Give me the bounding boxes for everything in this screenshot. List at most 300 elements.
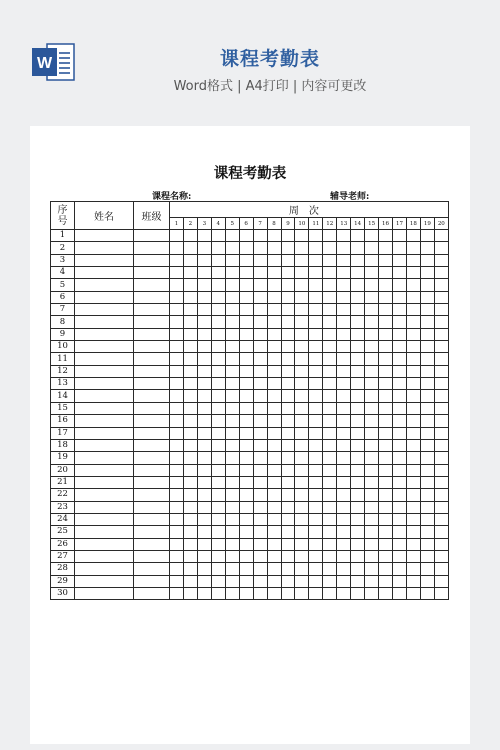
attendance-cell — [183, 254, 197, 266]
attendance-cell — [225, 267, 239, 279]
attendance-cell — [434, 489, 448, 501]
attendance-cell — [337, 267, 351, 279]
header-week: 周次 — [170, 202, 449, 218]
attendance-cell — [197, 452, 211, 464]
row-number-cell: 5 — [51, 279, 75, 291]
attendance-cell — [170, 365, 184, 377]
attendance-cell — [337, 427, 351, 439]
attendance-cell — [393, 415, 407, 427]
attendance-cell — [406, 279, 420, 291]
table-row — [51, 513, 449, 525]
attendance-cell — [281, 402, 295, 414]
attendance-cell — [253, 538, 267, 550]
attendance-cell — [309, 353, 323, 365]
attendance-cell — [225, 365, 239, 377]
attendance-cell — [420, 513, 434, 525]
week-number-cell: 1 — [170, 218, 184, 230]
name-cell — [75, 526, 134, 538]
attendance-cell — [393, 242, 407, 254]
attendance-cell — [267, 304, 281, 316]
attendance-cell — [211, 526, 225, 538]
attendance-cell — [323, 452, 337, 464]
attendance-cell — [281, 464, 295, 476]
attendance-cell — [351, 538, 365, 550]
attendance-cell — [420, 587, 434, 599]
attendance-cell — [225, 341, 239, 353]
attendance-cell — [337, 452, 351, 464]
attendance-cell — [295, 279, 309, 291]
attendance-cell — [351, 279, 365, 291]
attendance-cell — [337, 304, 351, 316]
table-row — [51, 402, 449, 414]
attendance-cell — [393, 230, 407, 242]
attendance-cell — [406, 242, 420, 254]
attendance-cell — [406, 316, 420, 328]
attendance-cell — [323, 526, 337, 538]
attendance-cell — [225, 476, 239, 488]
class-cell — [134, 291, 170, 303]
attendance-cell — [309, 538, 323, 550]
attendance-cell — [309, 575, 323, 587]
attendance-cell — [170, 587, 184, 599]
attendance-cell — [225, 501, 239, 513]
attendance-cell — [337, 464, 351, 476]
week-number-cell: 13 — [337, 218, 351, 230]
attendance-cell — [267, 501, 281, 513]
attendance-cell — [420, 563, 434, 575]
attendance-cell — [393, 328, 407, 340]
attendance-cell — [281, 563, 295, 575]
attendance-cell — [365, 242, 379, 254]
attendance-cell — [281, 501, 295, 513]
attendance-cell — [211, 267, 225, 279]
page-subtitle: Word格式 | A4打印 | 内容可更改 — [173, 79, 367, 94]
attendance-cell — [253, 304, 267, 316]
attendance-cell — [253, 563, 267, 575]
attendance-cell — [309, 439, 323, 451]
attendance-cell — [295, 575, 309, 587]
week-number-cell: 5 — [225, 218, 239, 230]
attendance-cell — [295, 365, 309, 377]
attendance-cell — [365, 575, 379, 587]
attendance-cell — [434, 415, 448, 427]
attendance-cell — [406, 341, 420, 353]
header-name: 姓名 — [75, 202, 134, 230]
attendance-cell — [281, 291, 295, 303]
attendance-cell — [365, 476, 379, 488]
attendance-cell — [434, 587, 448, 599]
attendance-cell — [211, 378, 225, 390]
attendance-cell — [309, 427, 323, 439]
attendance-cell — [406, 452, 420, 464]
attendance-cell — [239, 476, 253, 488]
attendance-cell — [323, 464, 337, 476]
attendance-cell — [337, 291, 351, 303]
table-row — [51, 452, 449, 464]
attendance-cell — [267, 489, 281, 501]
class-cell — [134, 267, 170, 279]
attendance-cell — [239, 316, 253, 328]
table-row — [51, 279, 449, 291]
svg-text:W: W — [36, 55, 53, 72]
attendance-cell — [253, 291, 267, 303]
attendance-cell — [295, 452, 309, 464]
attendance-cell — [309, 526, 323, 538]
attendance-cell — [197, 402, 211, 414]
attendance-cell — [434, 242, 448, 254]
table-row — [51, 242, 449, 254]
attendance-cell — [267, 563, 281, 575]
row-number-cell: 27 — [51, 550, 75, 562]
table-row — [51, 267, 449, 279]
attendance-cell — [239, 341, 253, 353]
attendance-cell — [309, 476, 323, 488]
attendance-cell — [351, 291, 365, 303]
name-cell — [75, 378, 134, 390]
attendance-cell — [434, 291, 448, 303]
attendance-cell — [211, 439, 225, 451]
attendance-cell — [379, 291, 393, 303]
class-cell — [134, 279, 170, 291]
row-number-cell: 7 — [51, 304, 75, 316]
attendance-cell — [434, 365, 448, 377]
attendance-cell — [309, 489, 323, 501]
attendance-cell — [267, 365, 281, 377]
attendance-cell — [406, 328, 420, 340]
attendance-cell — [393, 304, 407, 316]
attendance-cell — [420, 267, 434, 279]
class-cell — [134, 378, 170, 390]
attendance-cell — [406, 304, 420, 316]
attendance-cell — [170, 242, 184, 254]
attendance-cell — [420, 464, 434, 476]
attendance-cell — [253, 489, 267, 501]
attendance-cell — [170, 563, 184, 575]
attendance-cell — [323, 267, 337, 279]
attendance-cell — [281, 254, 295, 266]
attendance-cell — [434, 476, 448, 488]
attendance-cell — [197, 316, 211, 328]
attendance-cell — [379, 538, 393, 550]
attendance-cell — [337, 476, 351, 488]
attendance-cell — [170, 267, 184, 279]
attendance-cell — [170, 328, 184, 340]
attendance-cell — [420, 291, 434, 303]
attendance-cell — [197, 341, 211, 353]
attendance-cell — [309, 304, 323, 316]
attendance-cell — [351, 242, 365, 254]
table-row — [51, 550, 449, 562]
attendance-cell — [239, 353, 253, 365]
table-row — [51, 415, 449, 427]
attendance-cell — [183, 365, 197, 377]
attendance-cell — [323, 402, 337, 414]
attendance-cell — [309, 365, 323, 377]
attendance-cell — [197, 267, 211, 279]
attendance-cell — [406, 402, 420, 414]
class-cell — [134, 242, 170, 254]
attendance-cell — [379, 341, 393, 353]
attendance-cell — [225, 353, 239, 365]
attendance-cell — [211, 353, 225, 365]
attendance-cell — [211, 291, 225, 303]
teacher-label: 辅导老师: — [330, 192, 370, 202]
class-cell — [134, 587, 170, 599]
attendance-cell — [420, 254, 434, 266]
week-number-cell: 20 — [434, 218, 448, 230]
attendance-cell — [295, 291, 309, 303]
name-cell — [75, 365, 134, 377]
row-number-cell: 12 — [51, 365, 75, 377]
class-cell — [134, 316, 170, 328]
attendance-cell — [323, 427, 337, 439]
attendance-cell — [239, 390, 253, 402]
attendance-cell — [351, 476, 365, 488]
attendance-cell — [323, 341, 337, 353]
attendance-cell — [351, 353, 365, 365]
attendance-cell — [323, 353, 337, 365]
attendance-cell — [170, 513, 184, 525]
attendance-cell — [183, 427, 197, 439]
attendance-cell — [239, 439, 253, 451]
attendance-cell — [406, 526, 420, 538]
attendance-cell — [365, 390, 379, 402]
attendance-cell — [365, 353, 379, 365]
attendance-cell — [211, 476, 225, 488]
attendance-cell — [183, 316, 197, 328]
attendance-cell — [365, 254, 379, 266]
attendance-cell — [365, 316, 379, 328]
attendance-cell — [434, 513, 448, 525]
attendance-cell — [170, 304, 184, 316]
attendance-cell — [253, 415, 267, 427]
attendance-cell — [351, 439, 365, 451]
attendance-cell — [406, 464, 420, 476]
class-cell — [134, 550, 170, 562]
attendance-cell — [337, 316, 351, 328]
name-cell — [75, 353, 134, 365]
attendance-cell — [309, 316, 323, 328]
attendance-cell — [379, 267, 393, 279]
table-row — [51, 341, 449, 353]
attendance-cell — [406, 291, 420, 303]
attendance-cell — [253, 353, 267, 365]
attendance-cell — [267, 390, 281, 402]
attendance-cell — [183, 501, 197, 513]
week-number-cell: 12 — [323, 218, 337, 230]
attendance-cell — [406, 538, 420, 550]
attendance-cell — [253, 501, 267, 513]
row-number-cell: 21 — [51, 476, 75, 488]
attendance-cell — [323, 415, 337, 427]
table-row — [51, 575, 449, 587]
attendance-cell — [295, 439, 309, 451]
attendance-cell — [253, 230, 267, 242]
attendance-cell — [337, 538, 351, 550]
attendance-cell — [225, 291, 239, 303]
attendance-cell — [183, 390, 197, 402]
attendance-cell — [420, 365, 434, 377]
attendance-cell — [211, 464, 225, 476]
attendance-cell — [379, 489, 393, 501]
attendance-cell — [379, 365, 393, 377]
row-number-cell: 17 — [51, 427, 75, 439]
row-number-cell: 30 — [51, 587, 75, 599]
attendance-cell — [197, 304, 211, 316]
attendance-cell — [183, 291, 197, 303]
table-row — [51, 254, 449, 266]
attendance-cell — [337, 415, 351, 427]
attendance-cell — [197, 291, 211, 303]
attendance-cell — [211, 341, 225, 353]
name-cell — [75, 452, 134, 464]
attendance-cell — [253, 513, 267, 525]
document-page — [30, 126, 470, 744]
attendance-cell — [365, 341, 379, 353]
attendance-cell — [211, 575, 225, 587]
attendance-cell — [323, 575, 337, 587]
attendance-cell — [197, 230, 211, 242]
attendance-cell — [295, 464, 309, 476]
week-number-cell: 8 — [267, 218, 281, 230]
attendance-cell — [281, 378, 295, 390]
attendance-table — [50, 201, 449, 600]
name-cell — [75, 476, 134, 488]
attendance-cell — [170, 476, 184, 488]
attendance-cell — [295, 304, 309, 316]
week-number-cell: 2 — [183, 218, 197, 230]
attendance-cell — [393, 341, 407, 353]
attendance-cell — [351, 378, 365, 390]
attendance-cell — [434, 254, 448, 266]
attendance-cell — [170, 489, 184, 501]
attendance-cell — [309, 390, 323, 402]
attendance-cell — [379, 427, 393, 439]
attendance-cell — [239, 501, 253, 513]
week-number-cell: 15 — [365, 218, 379, 230]
row-number-cell: 22 — [51, 489, 75, 501]
attendance-cell — [393, 464, 407, 476]
attendance-cell — [295, 242, 309, 254]
attendance-cell — [434, 328, 448, 340]
table-row — [51, 501, 449, 513]
table-row — [51, 587, 449, 599]
attendance-cell — [239, 242, 253, 254]
attendance-cell — [393, 254, 407, 266]
row-number-cell: 18 — [51, 439, 75, 451]
attendance-cell — [420, 439, 434, 451]
attendance-cell — [170, 279, 184, 291]
attendance-cell — [365, 587, 379, 599]
attendance-cell — [183, 267, 197, 279]
attendance-cell — [197, 526, 211, 538]
attendance-cell — [406, 365, 420, 377]
attendance-cell — [211, 587, 225, 599]
attendance-cell — [225, 563, 239, 575]
attendance-cell — [434, 279, 448, 291]
name-cell — [75, 341, 134, 353]
attendance-cell — [323, 291, 337, 303]
attendance-cell — [337, 587, 351, 599]
name-cell — [75, 415, 134, 427]
attendance-cell — [211, 230, 225, 242]
attendance-cell — [406, 550, 420, 562]
attendance-cell — [393, 427, 407, 439]
name-cell — [75, 575, 134, 587]
attendance-cell — [379, 563, 393, 575]
attendance-cell — [351, 587, 365, 599]
attendance-cell — [239, 378, 253, 390]
attendance-cell — [351, 415, 365, 427]
name-cell — [75, 328, 134, 340]
attendance-cell — [337, 575, 351, 587]
attendance-cell — [365, 489, 379, 501]
attendance-cell — [434, 550, 448, 562]
attendance-cell — [197, 513, 211, 525]
class-cell — [134, 365, 170, 377]
attendance-cell — [295, 402, 309, 414]
attendance-cell — [170, 464, 184, 476]
table-row — [51, 464, 449, 476]
attendance-cell — [434, 353, 448, 365]
attendance-cell — [239, 415, 253, 427]
attendance-cell — [253, 328, 267, 340]
attendance-cell — [309, 328, 323, 340]
attendance-cell — [239, 489, 253, 501]
attendance-cell — [365, 439, 379, 451]
week-number-cell: 7 — [253, 218, 267, 230]
attendance-cell — [281, 526, 295, 538]
name-cell — [75, 538, 134, 550]
attendance-cell — [281, 439, 295, 451]
attendance-cell — [393, 526, 407, 538]
attendance-cell — [420, 279, 434, 291]
attendance-cell — [197, 353, 211, 365]
attendance-cell — [406, 587, 420, 599]
attendance-cell — [420, 452, 434, 464]
attendance-cell — [323, 439, 337, 451]
attendance-cell — [239, 402, 253, 414]
attendance-cell — [337, 378, 351, 390]
attendance-cell — [295, 476, 309, 488]
attendance-cell — [420, 402, 434, 414]
table-row — [51, 489, 449, 501]
attendance-cell — [170, 390, 184, 402]
attendance-cell — [281, 550, 295, 562]
attendance-cell — [309, 254, 323, 266]
attendance-cell — [323, 378, 337, 390]
attendance-cell — [365, 304, 379, 316]
attendance-cell — [170, 415, 184, 427]
attendance-cell — [183, 526, 197, 538]
attendance-cell — [253, 587, 267, 599]
attendance-cell — [281, 476, 295, 488]
attendance-cell — [323, 538, 337, 550]
attendance-cell — [379, 378, 393, 390]
attendance-cell — [379, 575, 393, 587]
attendance-cell — [267, 464, 281, 476]
attendance-cell — [434, 402, 448, 414]
attendance-cell — [225, 402, 239, 414]
attendance-cell — [239, 267, 253, 279]
attendance-cell — [281, 587, 295, 599]
attendance-cell — [183, 402, 197, 414]
attendance-cell — [239, 279, 253, 291]
attendance-cell — [211, 365, 225, 377]
row-number-cell: 9 — [51, 328, 75, 340]
attendance-cell — [211, 550, 225, 562]
attendance-cell — [183, 452, 197, 464]
